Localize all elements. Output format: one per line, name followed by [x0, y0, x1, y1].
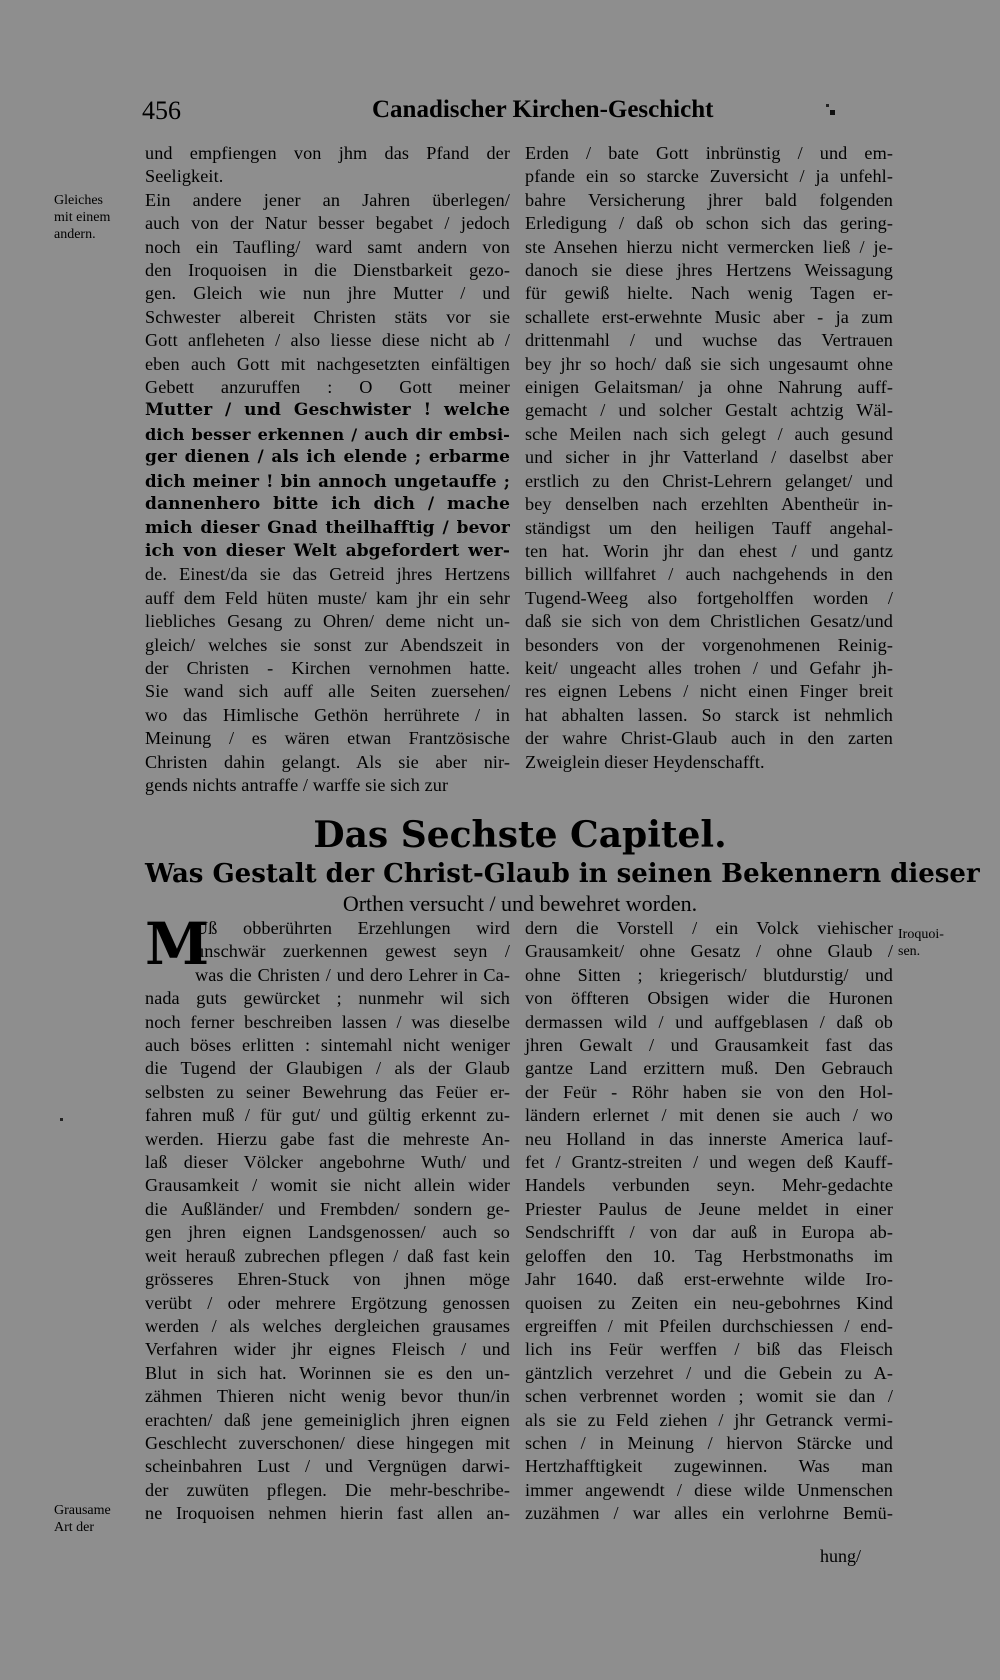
text-line: sche Meilen nach sich gelegt / auch gesund	[525, 423, 893, 444]
column-a-right	[525, 142, 893, 774]
text-line: Meinung / es wären etwan Frantzösische	[145, 728, 510, 749]
text-line: Hertzhafftigkeit zugewinnen. Was man	[525, 1456, 893, 1477]
text-line: ich von dieser Welt abgefordert wer-	[145, 540, 510, 561]
margin-note-line: andern.	[54, 227, 96, 242]
text-line: drittenmahl / und wuchse das Vertrauen	[525, 330, 893, 351]
margin-note-line: Gleiches	[54, 193, 103, 208]
margin-note-line: sen.	[898, 944, 921, 959]
column-b-left	[145, 910, 510, 1526]
text-line: immer angewendt / diese wilde Unmenschen	[525, 1479, 893, 1500]
text-line: bey jhr so hoch/ daß sie sich ungesaumt ohne	[525, 353, 893, 374]
text-line: Gott anfleheten / also liesse diese nicht ab /	[145, 330, 510, 351]
text-line: gantze Land erzittern muß. Den Gebrauch	[525, 1058, 893, 1079]
text-line: grösseres Ehren-Stuck von jhnen möge	[145, 1269, 510, 1290]
margin-note-gleiches	[54, 192, 140, 243]
text-line: dern die Vorstell / ein Volck viehischer	[525, 918, 893, 938]
text-line: Priester Paulus de Jeune meldet in einer	[525, 1198, 893, 1219]
text-line: de. Einest/da sie das Getreid jhres Hertzens	[145, 564, 510, 585]
text-line: schen verbrennet worden ; womit sie dan /	[525, 1386, 893, 1407]
text-line: der Feür - Röhr haben sie von den Hol-	[525, 1081, 893, 1102]
text-line: gen. Gleich wie nun jhre Mutter / und	[145, 283, 510, 304]
margin-note-grausame	[54, 1502, 140, 1536]
text-line: ohne Sitten ; kriegerisch/ blutdurstig/ und	[525, 964, 893, 985]
column-a-left	[145, 142, 510, 797]
text-line: ergreiffen / mit Pfeilen durchschiessen / end-	[525, 1315, 893, 1336]
text-line: nada guts gewürcket ; nunmehr wil sich	[145, 988, 510, 1009]
text-line: werden / als welches dergleichen grausames	[145, 1315, 510, 1336]
text-line: Handels verbunden seyn. Mehr-gedachte	[525, 1175, 893, 1196]
text-line: liebliches Gesang zu Ohren/ deme nicht un-	[145, 611, 510, 632]
drop-cap: M	[145, 910, 210, 978]
text-line: billich willfahret / auch nachgehends in den	[525, 564, 893, 585]
text-line: und sicher in jhr Vatterland / daselbst aber	[525, 447, 893, 468]
page-number: 456	[142, 96, 181, 125]
text-line: der Christen - Kirchen vernohmen hatte.	[145, 657, 510, 678]
text-line: Geschlecht zuverschonen/ diese hingegen mit	[145, 1432, 510, 1453]
text-line: Uß obberührten Erzehlungen wird	[195, 918, 510, 938]
text-line: der zuwüten pflegen. Die mehr-beschribe-	[145, 1479, 510, 1500]
text-line: bey denselben nach erzehlten Abentheür in-	[525, 494, 893, 515]
text-line: schen / in Meinung / hiervon Stärcke und	[525, 1432, 893, 1453]
running-head: Canadischer Kirchen-Geschicht	[372, 96, 714, 123]
chapter-title: Das Sechste Capitel.	[313, 814, 727, 856]
text-line: Mutter / und Geschwister ! welche	[145, 400, 510, 421]
text-line: fahren muß / für gut/ und gültig erkennt zu-	[145, 1105, 510, 1126]
text-line: von öffteren Obsigen wider die Huronen	[525, 988, 893, 1009]
ink-speck	[60, 1118, 63, 1121]
text-line: verübt / oder mehrere Ergötzung genossen	[145, 1292, 510, 1313]
text-line: den Iroquoisen in die Dienstbarkeit gezo-	[145, 260, 510, 281]
text-line: und empfiengen von jhm das Pfand der	[145, 143, 510, 163]
text-line: dich meiner ! bin annoch ungetauffe ;	[145, 470, 510, 491]
text-line: noch ferner beschreiben lassen / was dieselbe	[145, 1011, 510, 1032]
text-line: scheinbahren Lust / und Vergnügen darwi-	[145, 1456, 510, 1477]
page-header	[142, 96, 912, 136]
text-line: mich dieser Gnad theilhafftig / bevor	[145, 517, 510, 538]
text-line: res eignen Lebens / nicht einen Finger breit	[525, 681, 893, 702]
text-line: für gewiß hielte. Nach wenig Tagen er-	[525, 283, 893, 304]
text-line: laß dieser Völcker angebohrne Wuth/ und	[145, 1152, 510, 1173]
text-line: lich ins Feür werffen / biß das Fleisch	[525, 1339, 893, 1360]
margin-note-line: mit einem	[54, 210, 111, 225]
text-line: weit herauß zubrechen pflegen / daß fast kein	[145, 1245, 510, 1266]
text-line: Erledigung / daß ob schon sich das gering-	[525, 213, 893, 234]
text-line: danoch sie diese jhres Hertzens Weissagung	[525, 260, 893, 281]
text-line: Blut in sich hat. Worinnen sie es den un-	[145, 1362, 510, 1383]
column-b-right	[525, 917, 893, 1526]
text-line: Ein andere jener an Jahren überlegen/	[145, 189, 510, 210]
text-line: Gebett anzuruffen : O Gott meiner	[145, 377, 510, 398]
text-line: ländern erlernet / mit denen sie auch / wo	[525, 1105, 893, 1126]
text-line: werden. Hierzu gabe fast die mehreste An-	[145, 1128, 510, 1149]
text-line: hat abhalten lassen. So starck ist nehmlich	[525, 704, 893, 725]
text-line: gemacht / und solcher Gestalt achtzig Wäl-	[525, 400, 893, 421]
text-line: Christen dahin gelangt. Als sie aber nir-	[145, 751, 510, 772]
text-line: bahre Versicherung jhrer bald folgenden	[525, 189, 893, 210]
text-line: einigen Gelaitsman/ ja ohne Nahrung auff-	[525, 377, 893, 398]
text-line: selbsten zu seiner Bewehrung das Feüer er-	[145, 1081, 510, 1102]
text-line: unschwär zuerkennen gewest seyn /	[195, 941, 510, 962]
text-line: Schwester albereit Christen stäts vor sie	[145, 306, 510, 327]
ink-dot	[830, 110, 835, 115]
margin-note-iroquoisen	[898, 926, 958, 960]
text-line: fet / Grantz-streiten / und wegen deß Kauff-	[525, 1152, 893, 1173]
margin-note-line: Grausame	[54, 1503, 111, 1518]
text-line: ger dienen / als ich elende ; erbarme	[145, 447, 510, 468]
text-line: erstlich zu den Christ-Lehrern gelanget/ und	[525, 470, 893, 491]
text-line: als sie zu Feld ziehen / jhr Getranck vermi-	[525, 1409, 893, 1430]
text-line: daß sie sich von dem Christlichen Gesatz/und	[525, 611, 893, 632]
text-line: auch von der Natur besser begabet / jedoch	[145, 213, 510, 234]
text-line: was die Christen / und dero Lehrer in Ca-	[195, 964, 510, 985]
text-line: Tugend-Weeg also fortgeholffen worden /	[525, 587, 893, 608]
margin-note-line: Iroquoi-	[898, 927, 944, 942]
text-line: Grausamkeit/ ohne Gesatz / ohne Glaub /	[525, 941, 893, 962]
text-line: wo das Himlische Gethön herrührete / in	[145, 704, 510, 725]
text-line: auff dem Feld hüten muste/ kam jhr ein sehr	[145, 587, 510, 608]
text-line: der wahre Christ-Glaub auch in den zarten	[525, 728, 893, 749]
text-line: neu Holland in das innerste America lauf-	[525, 1128, 893, 1149]
text-line: Zweiglein dieser Heydenschafft.	[525, 751, 765, 772]
text-line: noch ein Taufling/ ward samt andern von	[145, 236, 510, 257]
text-line: keit/ ungeacht alles trohen / und Gefahr jh-	[525, 657, 893, 678]
text-line: gleich/ welches sie sonst zur Abendszeit in	[145, 634, 510, 655]
text-line: die Tugend der Glaubigen / als der Glaub	[145, 1058, 510, 1079]
text-line: gends nichts antraffe / warffe sie sich zur	[145, 774, 449, 795]
text-line: zähmen Thieren nicht wenig bevor thun/in	[145, 1386, 510, 1407]
text-line: ste Ansehen hierzu nicht vermercken ließ / je-	[525, 236, 893, 257]
text-line: Sendschrifft / von dar auß in Europa ab-	[525, 1222, 893, 1243]
text-line: ten hat. Worin jhr dan ehest / und gantz	[525, 540, 893, 561]
text-line: zuzähmen / war alles ein verlohrne Bemü-	[525, 1503, 893, 1524]
text-line: gäntzlich verzehret / und die Gebein zu A-	[525, 1362, 893, 1383]
text-line: Verfahren wider jhr eignes Fleisch / und	[145, 1339, 510, 1360]
text-line: geloffen den 10. Tag Herbstmonaths im	[525, 1245, 893, 1266]
text-line: Grausamkeit / womit sie nicht allein wider	[145, 1175, 510, 1196]
catchword: hung/	[820, 1546, 862, 1566]
text-line: schallete erst-erwehnte Music aber - ja zum	[525, 306, 893, 327]
text-line: gen jhren eignen Landsgenossen/ auch so	[145, 1222, 510, 1243]
text-line: dermassen wild / und auffgeblasen / daß ob	[525, 1011, 893, 1032]
chapter-subtitle-line2: Orthen versucht / und bewehret worden.	[342, 891, 698, 916]
text-line: Jahr 1640. daß erst-erwehnte wilde Iro-	[525, 1269, 893, 1290]
text-line: ne Iroquoisen nehmen hierin fast allen an-	[145, 1503, 510, 1524]
text-line: Seeligkeit.	[145, 166, 224, 187]
chapter-subtitle-line1: Was Gestalt der Christ-Glaub in seinen Bekennern dieser	[145, 859, 980, 889]
ink-speck	[826, 104, 829, 107]
text-line: eben auch Gott mit nachgesetzten einfältigen	[145, 353, 510, 374]
text-line: die Außländer/ und Frembden/ sondern ge-	[145, 1198, 510, 1219]
text-line: ständigst um den heiligen Tauff angehal-	[525, 517, 893, 538]
text-line: dannenhero bitte ich dich / mache	[145, 494, 510, 515]
text-line: besonders von der vorgenohmenen Reinig-	[525, 634, 893, 655]
text-line: quoisen zu Zeiten ein neu-gebohrnes Kind	[525, 1292, 893, 1313]
text-line: Erden / bate Gott inbrünstig / und em-	[525, 143, 893, 163]
text-line: erachten/ daß jene gemeiniglich jhren eignen	[145, 1409, 510, 1430]
text-line: pfande ein so starcke Zuversicht / ja unfehl-	[525, 166, 893, 187]
text-line: dich besser erkennen / auch dir embsi-	[145, 424, 510, 444]
text-line: Sie wand sich auff alle Seiten zuersehen/	[145, 681, 510, 702]
margin-note-line: Art der	[54, 1520, 95, 1535]
text-line: jhren Gewalt / und Grausamkeit fast das	[525, 1035, 893, 1056]
text-line: auch böses erlitten : sintemahl nicht weniger	[145, 1035, 510, 1056]
